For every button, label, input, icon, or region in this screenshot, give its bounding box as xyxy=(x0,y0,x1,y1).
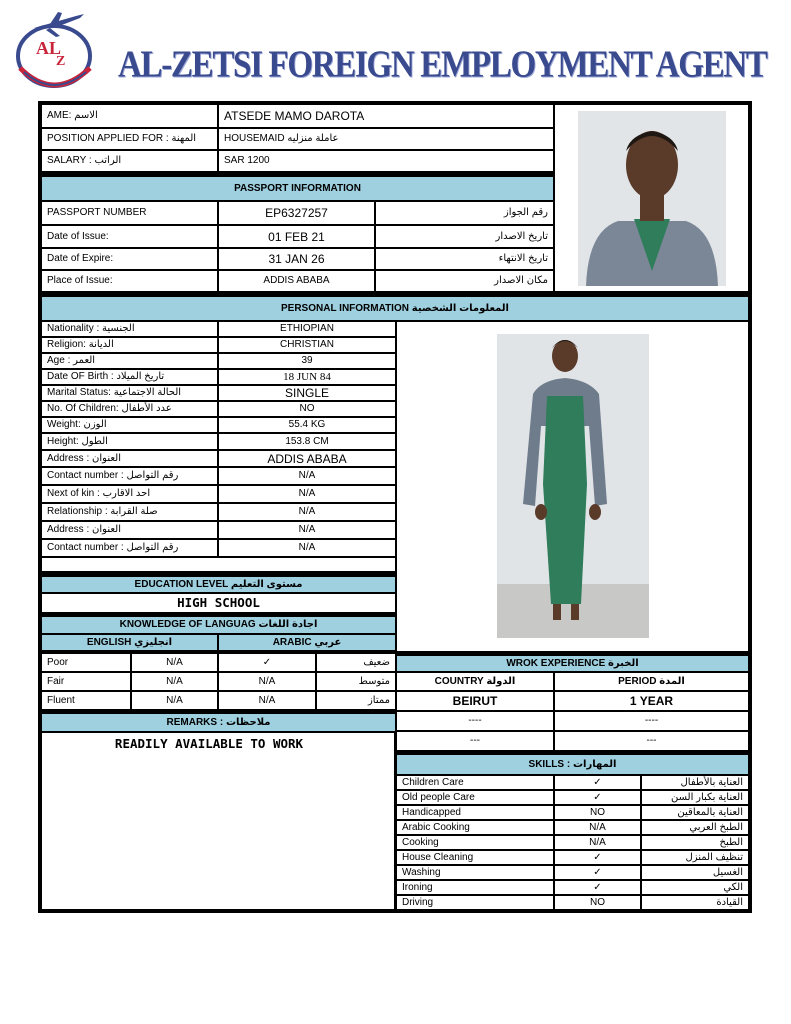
skill-name-arabic: الطبخ العربي xyxy=(641,820,749,835)
personal-row-value: N/A xyxy=(218,503,396,521)
language-english-value: N/A xyxy=(131,653,218,672)
personal-row-value: NO xyxy=(218,401,396,417)
personal-row-value: N/A xyxy=(218,539,396,557)
skill-value: N/A xyxy=(554,835,641,850)
personal-row-label: Weight: الوزن xyxy=(41,417,218,433)
personal-row-value: N/A xyxy=(218,467,396,485)
skill-name: Ironing xyxy=(396,880,554,895)
skill-value: ✓ xyxy=(554,880,641,895)
experience-period: ---- xyxy=(554,711,749,731)
logo-letters-bottom: Z xyxy=(56,54,66,69)
passport-row-value: 31 JAN 26 xyxy=(218,248,375,270)
language-level-label: Fair xyxy=(41,672,131,691)
personal-row-value: ADDIS ABABA xyxy=(218,450,396,467)
skill-name: House Cleaning xyxy=(396,850,554,865)
name-value: ATSEDE MAMO DAROTA xyxy=(218,104,554,128)
experience-country: BEIRUT xyxy=(396,691,554,711)
remarks-box xyxy=(41,732,396,910)
skill-name-arabic: تنظيف المنزل xyxy=(641,850,749,865)
education-value: HIGH SCHOOL xyxy=(41,593,396,613)
remarks-header: REMARKS : ملاحظات xyxy=(41,713,396,732)
education-header: EDUCATION LEVEL مستوى التعليم xyxy=(41,576,396,593)
experience-header: WROK EXPERIENCE الخبرة xyxy=(396,655,749,672)
skill-name: Old people Care xyxy=(396,790,554,805)
passport-row-label: Date of Expire: xyxy=(41,248,218,270)
name-label: AME: الاسم xyxy=(41,104,218,128)
personal-row-label: Address : العنوان xyxy=(41,450,218,467)
skill-name-arabic: الغسيل xyxy=(641,865,749,880)
personal-row-value: 153.8 CM xyxy=(218,433,396,450)
logo-letters-top: AL xyxy=(36,38,62,58)
skill-name-arabic: الكي xyxy=(641,880,749,895)
personal-blank-row xyxy=(41,557,396,572)
passport-header: PASSPORT INFORMATION xyxy=(41,176,554,201)
agency-name: AL-ZETSI FOREIGN EMPLOYMENT AGENT xyxy=(118,43,767,86)
experience-country: --- xyxy=(396,731,554,751)
language-english-value: N/A xyxy=(131,672,218,691)
experience-period: 1 YEAR xyxy=(554,691,749,711)
experience-period: --- xyxy=(554,731,749,751)
personal-row-value: ETHIOPIAN xyxy=(218,321,396,337)
personal-header: PERSONAL INFORMATION المعلومات الشخصية xyxy=(41,296,749,321)
personal-row-label: Date OF Birth : تاريخ الميلاد xyxy=(41,369,218,385)
agency-logo xyxy=(14,6,100,90)
personal-row-label: Height: الطول xyxy=(41,433,218,450)
skill-name-arabic: القيادة xyxy=(641,895,749,910)
skill-name: Driving xyxy=(396,895,554,910)
salary-label: SALARY : الراتب xyxy=(41,150,218,172)
personal-row-label: Contact number : رقم التواصل xyxy=(41,467,218,485)
passport-row-value: 01 FEB 21 xyxy=(218,225,375,248)
personal-row-value: N/A xyxy=(218,485,396,503)
personal-row-label: Marital Status: الحالة الاجتماعية xyxy=(41,385,218,401)
passport-row-arabic: تاريخ الاصدار xyxy=(375,225,554,248)
personal-row-label: Address : العنوان xyxy=(41,521,218,539)
applicant-full-body-photo xyxy=(497,334,649,638)
personal-row-value: CHRISTIAN xyxy=(218,337,396,353)
languages-header: KNOWLEDGE OF LANGUAG اجادة اللغات xyxy=(41,616,396,634)
language-english-value: N/A xyxy=(131,691,218,710)
skill-name-arabic: العناية بالأطفال xyxy=(641,775,749,790)
passport-row-label: PASSPORT NUMBER xyxy=(41,201,218,225)
skill-name-arabic: العناية بالمعاقين xyxy=(641,805,749,820)
passport-row-arabic: تاريخ الانتهاء xyxy=(375,248,554,270)
period-header: PERIOD المدة xyxy=(554,672,749,691)
personal-row-value: 18 JUN 84 xyxy=(218,369,396,385)
personal-row-label: Relationship : صلة القرابة xyxy=(41,503,218,521)
language-level-arabic: متوسط xyxy=(316,672,396,691)
language-level-label: Poor xyxy=(41,653,131,672)
passport-row-label: Place of Issue: xyxy=(41,270,218,292)
personal-row-label: Age : العمر xyxy=(41,353,218,369)
language-arabic-value: N/A xyxy=(218,672,316,691)
skill-name-arabic: العناية بكبار السن xyxy=(641,790,749,805)
personal-row-value: 39 xyxy=(218,353,396,369)
skill-value: ✓ xyxy=(554,775,641,790)
skills-header: SKILLS : المهارات xyxy=(396,754,749,775)
personal-row-label: Nationality : الجنسية xyxy=(41,321,218,337)
skill-name: Arabic Cooking xyxy=(396,820,554,835)
passport-row-value: EP6327257 xyxy=(218,201,375,225)
language-level-label: Fluent xyxy=(41,691,131,710)
personal-row-label: Contact number : رقم التواصل xyxy=(41,539,218,557)
skill-value: N/A xyxy=(554,820,641,835)
remarks-value: READILY AVAILABLE TO WORK xyxy=(114,736,304,751)
position-label: POSITION APPLIED FOR : المهنة xyxy=(41,128,218,150)
salary-value: SAR 1200 xyxy=(218,150,554,172)
personal-row-label: No. Of Children: عدد الأطفال xyxy=(41,401,218,417)
language-level-arabic: ضعيف xyxy=(316,653,396,672)
skill-value: ✓ xyxy=(554,790,641,805)
skill-name: Handicapped xyxy=(396,805,554,820)
english-header: ENGLISH انجليزي xyxy=(41,634,218,651)
skill-value: NO xyxy=(554,805,641,820)
position-value: HOUSEMAID عاملة منزليه xyxy=(218,128,554,150)
personal-row-value: N/A xyxy=(218,521,396,539)
country-header: COUNTRY الدولة xyxy=(396,672,554,691)
skill-value: NO xyxy=(554,895,641,910)
applicant-portrait-photo xyxy=(578,111,726,286)
passport-row-arabic: مكان الاصدار xyxy=(375,270,554,292)
personal-row-value: 55.4 KG xyxy=(218,417,396,433)
arabic-header: ARABIC عربي xyxy=(218,634,396,651)
passport-row-value: ADDIS ABABA xyxy=(218,270,375,292)
passport-row-arabic: رقم الجواز xyxy=(375,201,554,225)
skill-value: ✓ xyxy=(554,850,641,865)
personal-row-value: SINGLE xyxy=(218,385,396,401)
skill-name-arabic: الطبخ xyxy=(641,835,749,850)
language-arabic-value: ✓ xyxy=(218,653,316,672)
skill-name: Cooking xyxy=(396,835,554,850)
skill-name: Children Care xyxy=(396,775,554,790)
skill-value: ✓ xyxy=(554,865,641,880)
skill-name: Washing xyxy=(396,865,554,880)
language-level-arabic: ممتاز xyxy=(316,691,396,710)
experience-country: ---- xyxy=(396,711,554,731)
personal-row-label: Next of kin : احد الاقارب xyxy=(41,485,218,503)
passport-row-label: Date of Issue: xyxy=(41,225,218,248)
personal-row-label: Religion: الديانة xyxy=(41,337,218,353)
language-arabic-value: N/A xyxy=(218,691,316,710)
